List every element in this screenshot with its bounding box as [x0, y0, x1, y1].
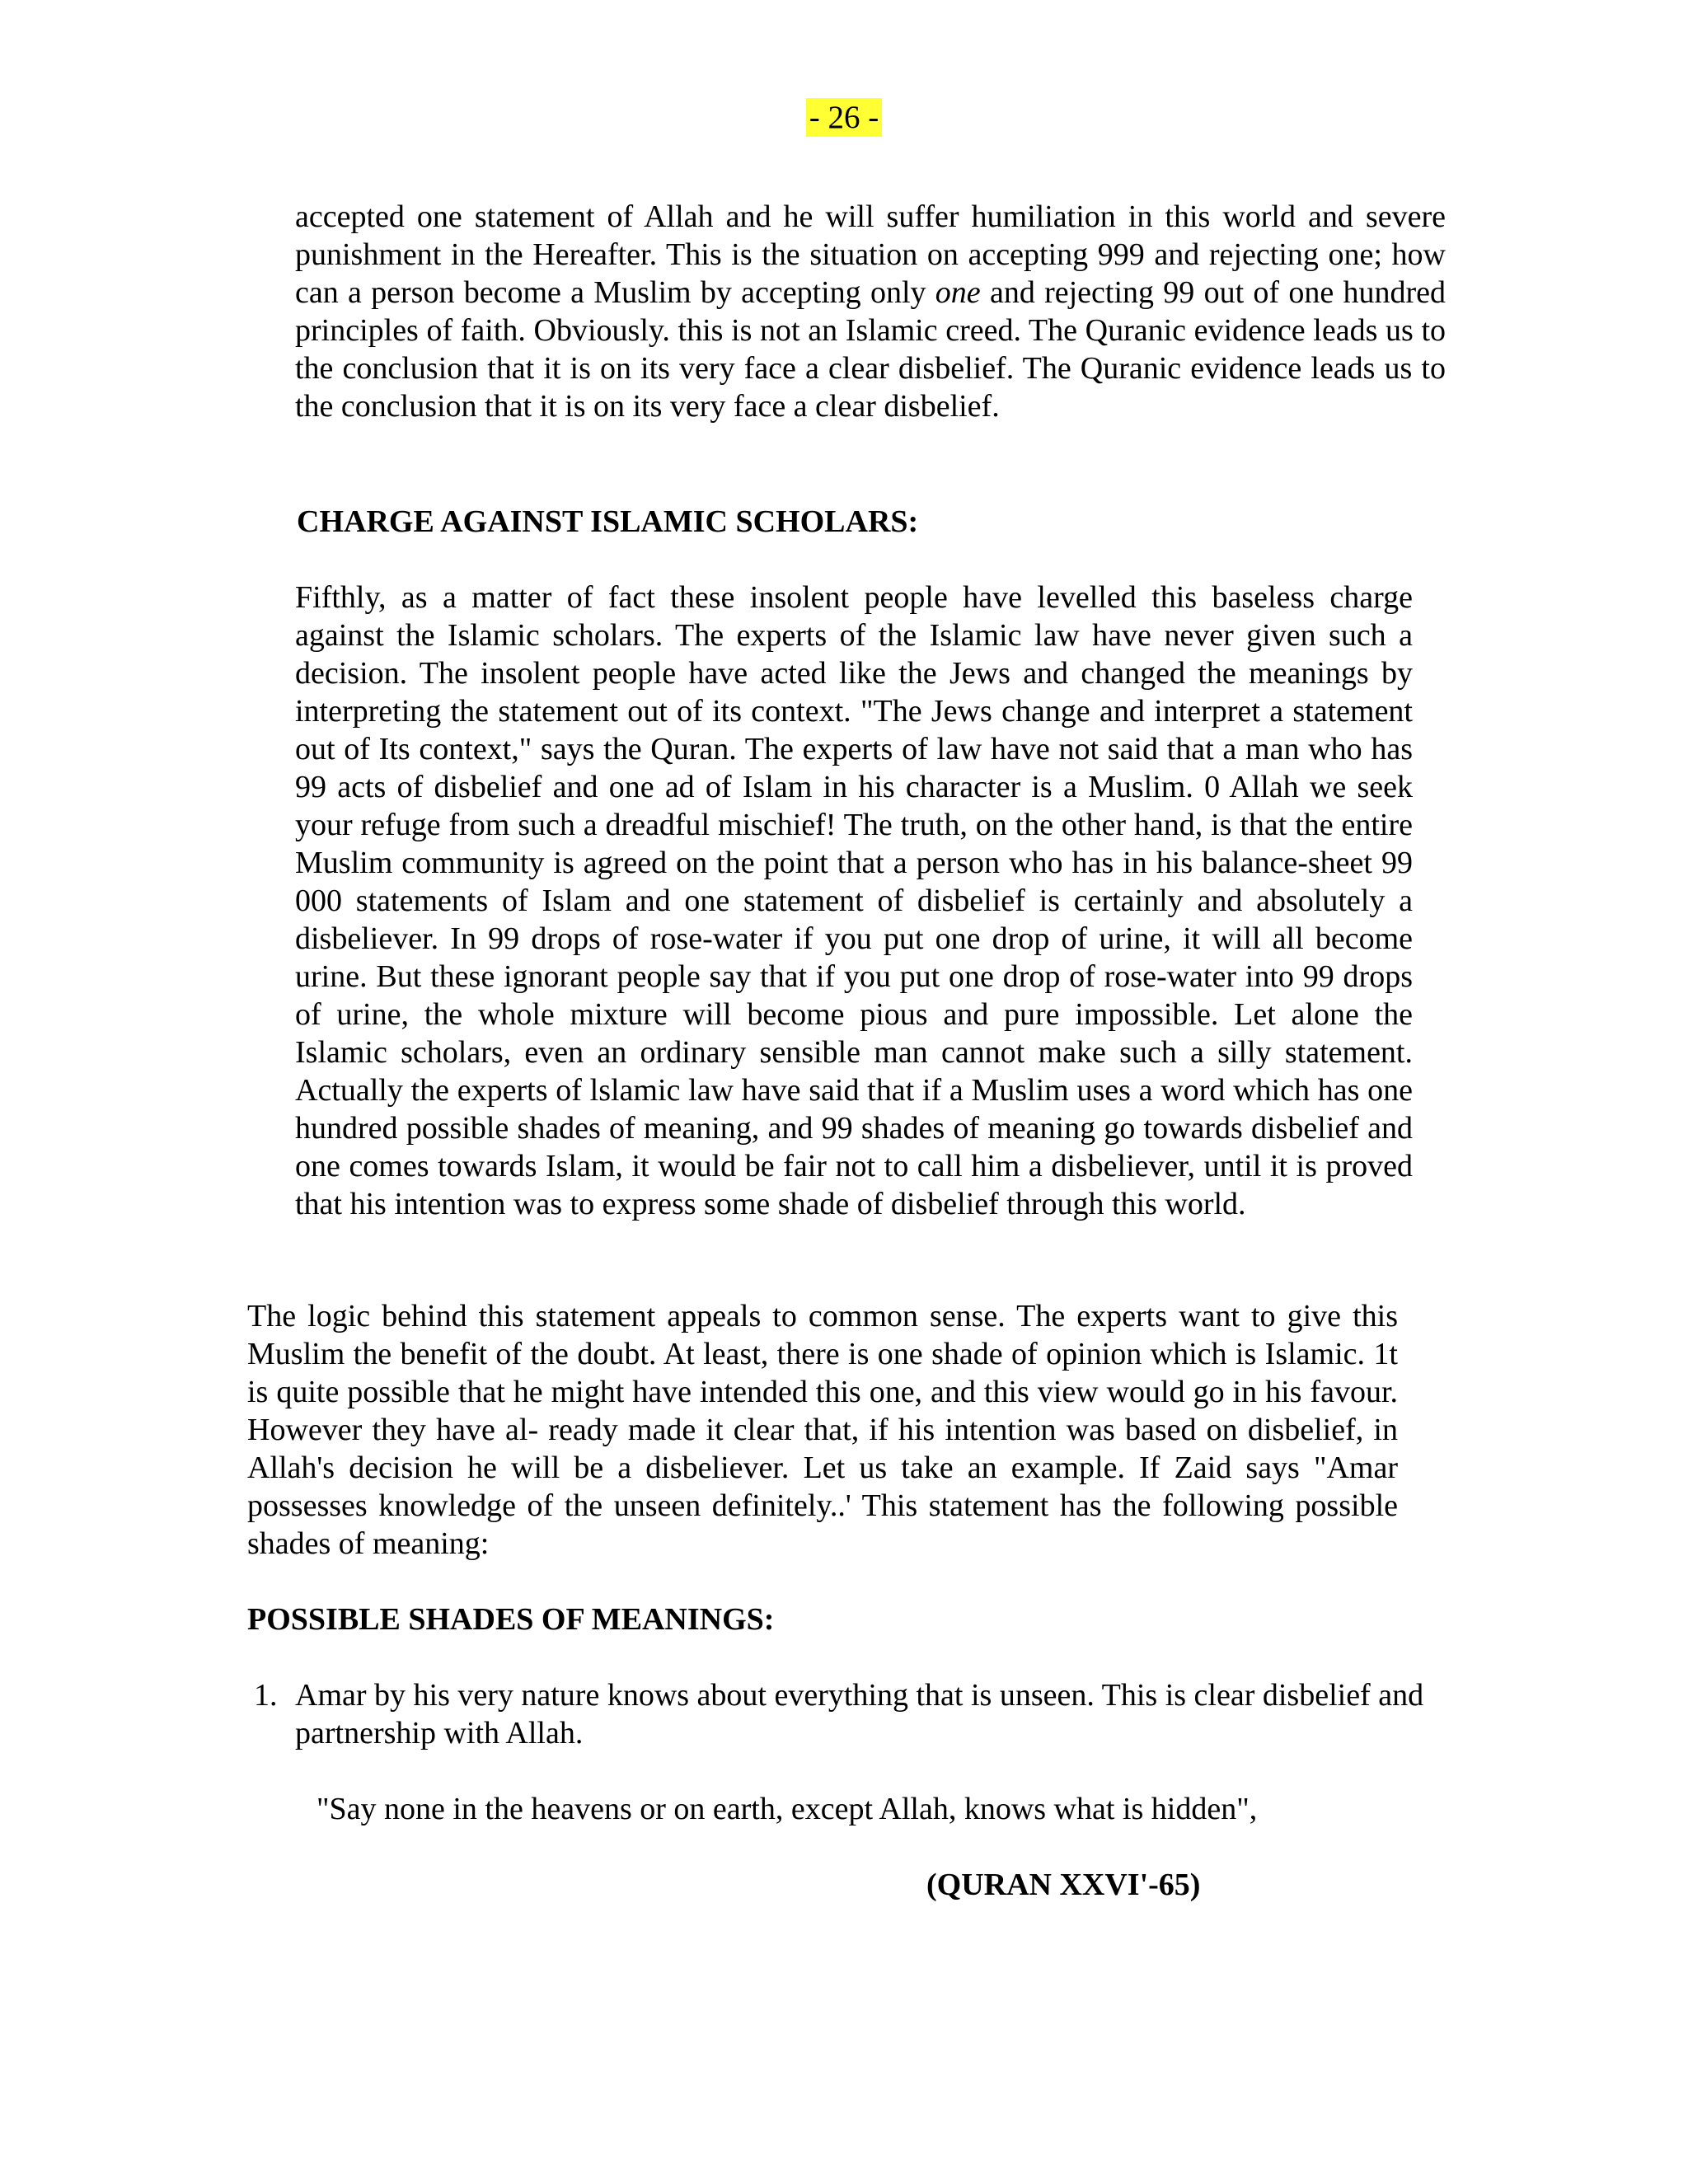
paragraph-3: The logic behind this statement appeals to common sense. The experts want to give this Muslim the benefit of the doubt. At least, there is one shade of opinion which is Islamic. 1t is quite possible that he might have intended this one, and this view would go in his favour. However they have al- ready made it clear that, if his intention was based on disbelief, in Allah's decision he will be a disbeliever. Let us take an example. If Zaid says "Amar possesses knowledge of the unseen definitely..' This statement has the following possible shades of meaning:: [247, 1299, 1398, 1561]
section-heading-charge: CHARGE AGAINST ISLAMIC SCHOLARS:: [297, 504, 919, 539]
list-item: [254, 1676, 1441, 1752]
page-number: [0, 97, 1688, 138]
section-heading-shades: POSSIBLE SHADES OF MEANINGS:: [247, 1602, 775, 1637]
page-number-label: - 26 -: [806, 98, 882, 137]
paragraph-1-part-b: and rejecting 99 out of one hundred principles of faith. Obviously. this is not an Islamic creed. The Quranic evidence leads us to the conclusion that it is on its very face a clear disbelief. The Quranic evidence leads us to the conclusion that it is on its very face a clear disbelief.: [295, 275, 1446, 424]
quran-quote: "Say none in the heavens or on earth, except Allah, knows what is hidden",: [316, 1792, 1258, 1826]
quran-citation: (QURAN XXVI'-65): [926, 1868, 1201, 1902]
paragraph-1-emphasis: one: [935, 275, 981, 310]
list-item-text: Amar by his very nature knows about everything that is unseen. This is clear disbelief and partnership with Allah.: [295, 1678, 1424, 1750]
paragraph-1: [295, 198, 1446, 425]
list-item-number: 1.: [254, 1678, 278, 1713]
paragraph-1-part-a: accepted one statement of Allah and he will suffer humiliation in this world and severe punishment in the Hereafter. This is the situation on accepting 999 and rejecting one; how can a person become a Muslim by accepting only: [295, 199, 1446, 310]
paragraph-2: Fifthly, as a matter of fact these insolent people have levelled this baseless charge against the Islamic scholars. The experts of the Islamic law have never given such a decision. The insolent people have acted like the Jews and changed the meanings by interpreting the statement out of its context. "The Jews change and interpret a statement out of Its context," says the Quran. The experts of law have not said that a man who has 99 acts of disbelief and one ad of Islam in his character is a Muslim. 0 Allah we seek your refuge from such a dreadful mischief! The truth, on the other hand, is that the entire Muslim community is agreed on the point that a person who has in his balance-sheet 99 000 statements of Islam and one statement of disbelief is certainly and absolutely a disbeliever. In 99 drops of rose-water if you put one drop of urine, it will all become urine. But these ignorant people say that if you put one drop of rose-water into 99 drops of urine, the whole mixture will become pious and pure impossible. Let alone the Islamic scholars, even an ordinary sensible man cannot make such a silly statement. Actually the experts of lslamic law have said that if a Muslim uses a word which has one hundred possible shades of meaning, and 99 shades of meaning go towards disbelief and one comes towards Islam, it would be fair not to call him a disbeliever, until it is proved that his intention was to express some shade of disbelief through this world.: [295, 580, 1413, 1221]
